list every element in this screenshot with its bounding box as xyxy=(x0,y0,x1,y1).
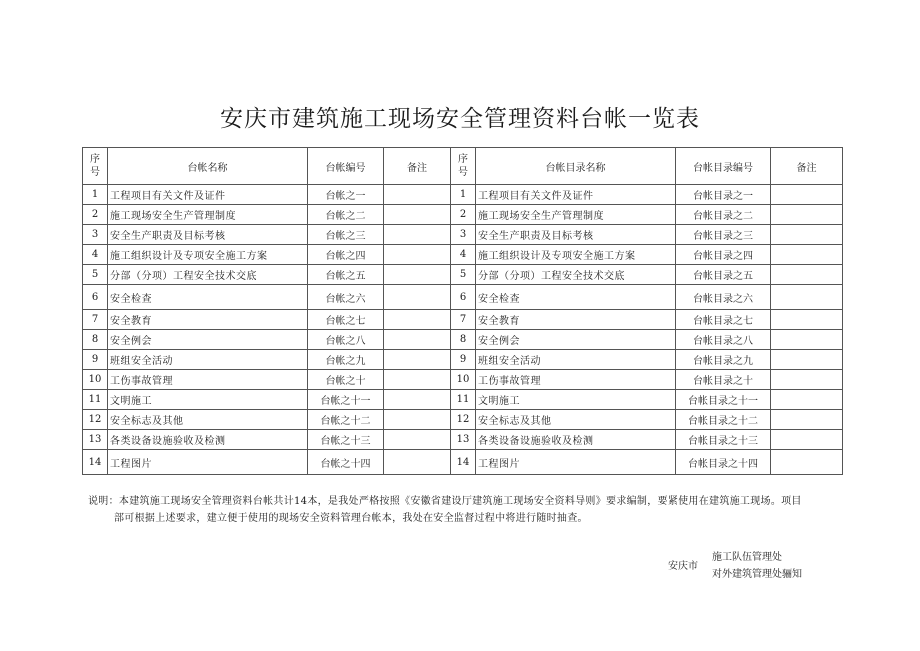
row-ledger-note xyxy=(384,330,451,350)
table-row xyxy=(83,225,843,245)
row-catalog-name: 班组安全活动 xyxy=(476,350,676,370)
row-catalog-name: 工程项目有关文件及证件 xyxy=(476,185,676,205)
row-ledger-name: 安全例会 xyxy=(108,330,308,350)
row-catalog-code: 台帐目录之四 xyxy=(676,245,771,265)
row-seq-left: 13 xyxy=(83,430,108,450)
row-catalog-note xyxy=(771,205,843,225)
table-row xyxy=(83,430,843,450)
row-catalog-name: 安全生产职责及目标考核 xyxy=(476,225,676,245)
row-ledger-name: 工程项目有关文件及证件 xyxy=(108,185,308,205)
row-ledger-code: 台帐之十三 xyxy=(308,430,384,450)
table-row xyxy=(83,410,843,430)
row-catalog-code: 台帐目录之八 xyxy=(676,330,771,350)
row-seq-right: 2 xyxy=(451,205,476,225)
row-catalog-note xyxy=(771,450,843,475)
row-ledger-note xyxy=(384,390,451,410)
row-ledger-name: 文明施工 xyxy=(108,390,308,410)
row-catalog-name: 施工现场安全生产管理制度 xyxy=(476,205,676,225)
row-seq-right: 5 xyxy=(451,265,476,285)
row-ledger-note xyxy=(384,245,451,265)
page-title: 安庆市建筑施工现场安全管理资料台帐一览表 xyxy=(220,106,700,132)
table-row xyxy=(83,330,843,350)
row-ledger-note xyxy=(384,225,451,245)
notes-block xyxy=(88,493,840,527)
row-ledger-name: 工程图片 xyxy=(108,450,308,475)
row-catalog-code: 台帐目录之五 xyxy=(676,265,771,285)
row-catalog-name: 文明施工 xyxy=(476,390,676,410)
row-catalog-code: 台帐目录之一 xyxy=(676,185,771,205)
row-ledger-note xyxy=(384,410,451,430)
row-catalog-code: 台帐目录之九 xyxy=(676,350,771,370)
row-catalog-code: 台帐目录之十 xyxy=(676,370,771,390)
table-row xyxy=(83,390,843,410)
row-catalog-note xyxy=(771,265,843,285)
row-catalog-note xyxy=(771,390,843,410)
row-catalog-name: 安全教育 xyxy=(476,310,676,330)
row-ledger-note xyxy=(384,430,451,450)
row-seq-left: 2 xyxy=(83,205,108,225)
row-catalog-code: 台帐目录之十三 xyxy=(676,430,771,450)
row-ledger-note xyxy=(384,350,451,370)
signature-org-line-1: 施工队伍管理处 xyxy=(712,552,782,563)
row-seq-left: 8 xyxy=(83,330,108,350)
row-catalog-note xyxy=(771,310,843,330)
row-seq-right: 12 xyxy=(451,410,476,430)
row-seq-right: 7 xyxy=(451,310,476,330)
row-ledger-name: 安全生产职责及目标考核 xyxy=(108,225,308,245)
row-seq-right: 13 xyxy=(451,430,476,450)
ledger-body xyxy=(83,185,843,475)
header-seq-right-line2: 号 xyxy=(458,167,468,178)
row-catalog-name: 施工组织设计及专项安全施工方案 xyxy=(476,245,676,265)
row-catalog-note xyxy=(771,245,843,265)
row-catalog-note xyxy=(771,225,843,245)
row-seq-right: 6 xyxy=(451,285,476,310)
row-ledger-note xyxy=(384,450,451,475)
row-catalog-code: 台帐目录之十四 xyxy=(676,450,771,475)
table-header-row xyxy=(83,148,843,185)
row-ledger-note xyxy=(384,370,451,390)
table-row xyxy=(83,310,843,330)
row-seq-right: 11 xyxy=(451,390,476,410)
row-ledger-note xyxy=(384,265,451,285)
row-seq-left: 9 xyxy=(83,350,108,370)
row-ledger-name: 施工组织设计及专项安全施工方案 xyxy=(108,245,308,265)
row-catalog-code: 台帐目录之十二 xyxy=(676,410,771,430)
header-seq-left-line1: 序 xyxy=(90,154,100,165)
row-seq-left: 7 xyxy=(83,310,108,330)
signature-org-line-2: 对外建筑管理处骊知 xyxy=(712,569,802,580)
table-row xyxy=(83,285,843,310)
row-ledger-code: 台帐之六 xyxy=(308,285,384,310)
header-ledger-note: 备注 xyxy=(384,148,451,185)
row-catalog-note xyxy=(771,430,843,450)
notes-line-1: 说明：本建筑施工现场安全管理资料台帐共计14本，是我处严格按照《安徽省建设厅建筑施工现场安全资料导则》要求编制，要紧使用在建筑施工现场。项目 xyxy=(88,496,802,507)
row-catalog-note xyxy=(771,285,843,310)
row-ledger-code: 台帐之十 xyxy=(308,370,384,390)
header-seq-left xyxy=(83,148,108,185)
row-catalog-name: 分部（分项）工程安全技术交底 xyxy=(476,265,676,285)
row-ledger-code: 台帐之七 xyxy=(308,310,384,330)
row-ledger-note xyxy=(384,310,451,330)
row-catalog-name: 安全例会 xyxy=(476,330,676,350)
row-catalog-note xyxy=(771,350,843,370)
row-seq-right: 14 xyxy=(451,450,476,475)
row-ledger-code: 台帐之一 xyxy=(308,185,384,205)
header-catalog-code: 台帐目录编号 xyxy=(676,148,771,185)
row-seq-right: 4 xyxy=(451,245,476,265)
row-seq-left: 5 xyxy=(83,265,108,285)
row-ledger-name: 施工现场安全生产管理制度 xyxy=(108,205,308,225)
table-row xyxy=(83,205,843,225)
header-seq-right xyxy=(451,148,476,185)
row-ledger-name: 安全教育 xyxy=(108,310,308,330)
row-seq-right: 8 xyxy=(451,330,476,350)
header-ledger-code: 台帐编号 xyxy=(308,148,384,185)
row-seq-right: 3 xyxy=(451,225,476,245)
row-seq-left: 14 xyxy=(83,450,108,475)
header-catalog-name: 台帐目录名称 xyxy=(476,148,676,185)
row-catalog-note xyxy=(771,330,843,350)
row-ledger-code: 台帐之八 xyxy=(308,330,384,350)
row-ledger-code: 台帐之十四 xyxy=(308,450,384,475)
row-seq-left: 1 xyxy=(83,185,108,205)
row-ledger-code: 台帐之二 xyxy=(308,205,384,225)
row-catalog-note xyxy=(771,410,843,430)
row-catalog-code: 台帐目录之七 xyxy=(676,310,771,330)
row-catalog-name: 工伤事故管理 xyxy=(476,370,676,390)
row-ledger-code: 台帐之九 xyxy=(308,350,384,370)
row-ledger-name: 分部（分项）工程安全技术交底 xyxy=(108,265,308,285)
row-catalog-name: 工程图片 xyxy=(476,450,676,475)
row-ledger-note xyxy=(384,285,451,310)
row-ledger-code: 台帐之十一 xyxy=(308,390,384,410)
row-ledger-code: 台帐之五 xyxy=(308,265,384,285)
header-ledger-name: 台帐名称 xyxy=(108,148,308,185)
row-seq-left: 12 xyxy=(83,410,108,430)
row-catalog-code: 台帐目录之三 xyxy=(676,225,771,245)
table-row xyxy=(83,350,843,370)
table-row xyxy=(83,450,843,475)
row-ledger-name: 安全检查 xyxy=(108,285,308,310)
row-seq-right: 1 xyxy=(451,185,476,205)
row-ledger-note xyxy=(384,205,451,225)
table-row xyxy=(83,245,843,265)
row-catalog-code: 台帐目录之十一 xyxy=(676,390,771,410)
table-row xyxy=(83,370,843,390)
row-catalog-code: 台帐目录之二 xyxy=(676,205,771,225)
row-ledger-name: 班组安全活动 xyxy=(108,350,308,370)
row-seq-left: 3 xyxy=(83,225,108,245)
ledger-table xyxy=(82,147,843,475)
row-ledger-code: 台帐之十二 xyxy=(308,410,384,430)
row-seq-left: 10 xyxy=(83,370,108,390)
notes-line-2: 部可根据上述要求，建立便于使用的现场安全资料管理台帐本，我处在安全监督过程中将进行随时抽查。 xyxy=(114,513,588,524)
signature-city: 安庆市 xyxy=(668,561,698,572)
row-ledger-code: 台帐之三 xyxy=(308,225,384,245)
row-ledger-name: 安全标志及其他 xyxy=(108,410,308,430)
row-seq-right: 10 xyxy=(451,370,476,390)
row-catalog-name: 安全标志及其他 xyxy=(476,410,676,430)
row-seq-right: 9 xyxy=(451,350,476,370)
header-seq-right-line1: 序 xyxy=(458,154,468,165)
header-seq-left-line2: 号 xyxy=(90,167,100,178)
row-catalog-code: 台帐目录之六 xyxy=(676,285,771,310)
row-catalog-note xyxy=(771,185,843,205)
row-seq-left: 11 xyxy=(83,390,108,410)
row-catalog-name: 各类设备设施验收及检测 xyxy=(476,430,676,450)
row-ledger-code: 台帐之四 xyxy=(308,245,384,265)
table-row xyxy=(83,185,843,205)
row-ledger-name: 工伤事故管理 xyxy=(108,370,308,390)
header-catalog-note: 备注 xyxy=(771,148,843,185)
row-catalog-note xyxy=(771,370,843,390)
table-row xyxy=(83,265,843,285)
row-ledger-name: 各类设备设施验收及检测 xyxy=(108,430,308,450)
row-seq-left: 4 xyxy=(83,245,108,265)
row-catalog-name: 安全检查 xyxy=(476,285,676,310)
row-seq-left: 6 xyxy=(83,285,108,310)
row-ledger-note xyxy=(384,185,451,205)
